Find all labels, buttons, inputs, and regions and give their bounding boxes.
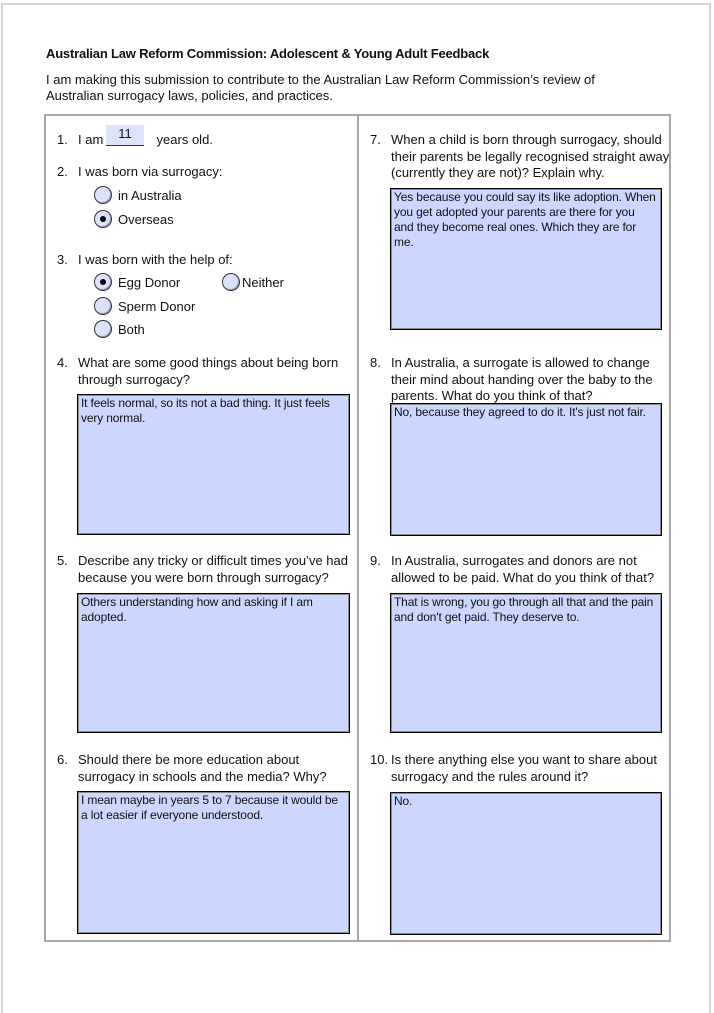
question-text: When a child is born through surrogacy, should their parents be legally recognised straight away (currently they are not)? Explain why.	[391, 132, 670, 180]
answer-5-textarea[interactable]: Others understanding how and asking if I am adopted.	[77, 593, 350, 733]
question-text: Should there be more education about surrogacy in schools and the media? Why?	[78, 752, 327, 784]
age-label-before: I am	[78, 132, 104, 147]
question-number: 3.	[57, 252, 68, 267]
radio-label: Sperm Donor	[118, 298, 196, 314]
question-number: 2.	[57, 164, 68, 179]
radio-button-icon[interactable]	[94, 297, 112, 315]
column-divider	[357, 114, 359, 942]
answer-6-textarea[interactable]: I mean maybe in years 5 to 7 because it would be a lot easier if everyone understood.	[77, 791, 350, 934]
radio-label: Egg Donor	[118, 274, 181, 290]
radio-button-icon[interactable]	[222, 273, 240, 291]
radio-label: Neither	[242, 274, 284, 290]
radio-button-checked-icon[interactable]	[94, 273, 112, 291]
question-9	[370, 553, 670, 586]
answer-7-textarea[interactable]: Yes because you could say its like adoption. When you get adopted your parents are there for you and they become real ones. Which they are for me.	[390, 188, 662, 330]
question-text: In Australia, a surrogate is allowed to change their mind about handing over the baby to the parents. What do you think of that?	[391, 355, 653, 403]
radio-button-checked-icon[interactable]	[94, 210, 112, 228]
question-2	[57, 164, 347, 181]
question-text: Is there anything else you want to share about surrogacy and the rules around it?	[391, 752, 657, 784]
question-1	[57, 132, 347, 149]
question-number: 7.	[370, 132, 381, 147]
question-8	[370, 355, 670, 405]
radio-button-icon[interactable]	[94, 320, 112, 338]
answer-10-textarea[interactable]: No.	[390, 792, 662, 935]
question-number: 5.	[57, 553, 68, 568]
radio-egg-donor[interactable]	[94, 273, 180, 291]
radio-label: Both	[118, 321, 145, 337]
radio-button-icon[interactable]	[94, 186, 112, 204]
radio-in-australia[interactable]	[94, 186, 182, 204]
answer-4-textarea[interactable]: It feels normal, so its not a bad thing. It just feels very normal.	[77, 394, 350, 535]
question-text: What are some good things about being born through surrogacy?	[78, 355, 339, 387]
answer-9-textarea[interactable]: That is wrong, you go through all that and the pain and don't get paid. They deserve to.	[390, 593, 662, 733]
radio-label: Overseas	[118, 211, 174, 227]
radio-overseas[interactable]	[94, 210, 174, 228]
radio-neither[interactable]	[222, 273, 284, 291]
radio-label: in Australia	[118, 187, 182, 203]
question-6	[57, 752, 347, 785]
question-text: Describe any tricky or difficult times you’ve had because you were born through surrogacy?	[78, 553, 348, 585]
question-text: I was born with the help of:	[78, 252, 233, 267]
question-4	[57, 355, 347, 388]
age-input[interactable]: 11	[106, 125, 144, 146]
intro-text: I am making this submission to contribute to the Australian Law Reform Commission’s review of Australian surrogacy laws, policies, and practices.	[46, 72, 595, 103]
question-number: 8.	[370, 355, 381, 370]
answer-8-textarea[interactable]: No, because they agreed to do it. It's just not fair.	[390, 403, 662, 536]
form-title: Australian Law Reform Commission: Adolescent & Young Adult Feedback	[46, 46, 490, 61]
question-number: 1.	[57, 132, 68, 147]
question-text: In Australia, surrogates and donors are not allowed to be paid. What do you think of that?	[391, 553, 655, 585]
question-number: 4.	[57, 355, 68, 370]
question-5	[57, 553, 357, 586]
question-3	[57, 252, 347, 269]
radio-both[interactable]	[94, 320, 145, 338]
question-10	[370, 752, 670, 785]
question-number: 6.	[57, 752, 68, 767]
question-number: 10.	[370, 752, 389, 767]
radio-sperm-donor[interactable]	[94, 297, 195, 315]
question-number: 9.	[370, 553, 381, 568]
question-7	[370, 132, 670, 182]
question-text: I was born via surrogacy:	[78, 164, 223, 179]
age-label-after: years old.	[156, 132, 213, 147]
